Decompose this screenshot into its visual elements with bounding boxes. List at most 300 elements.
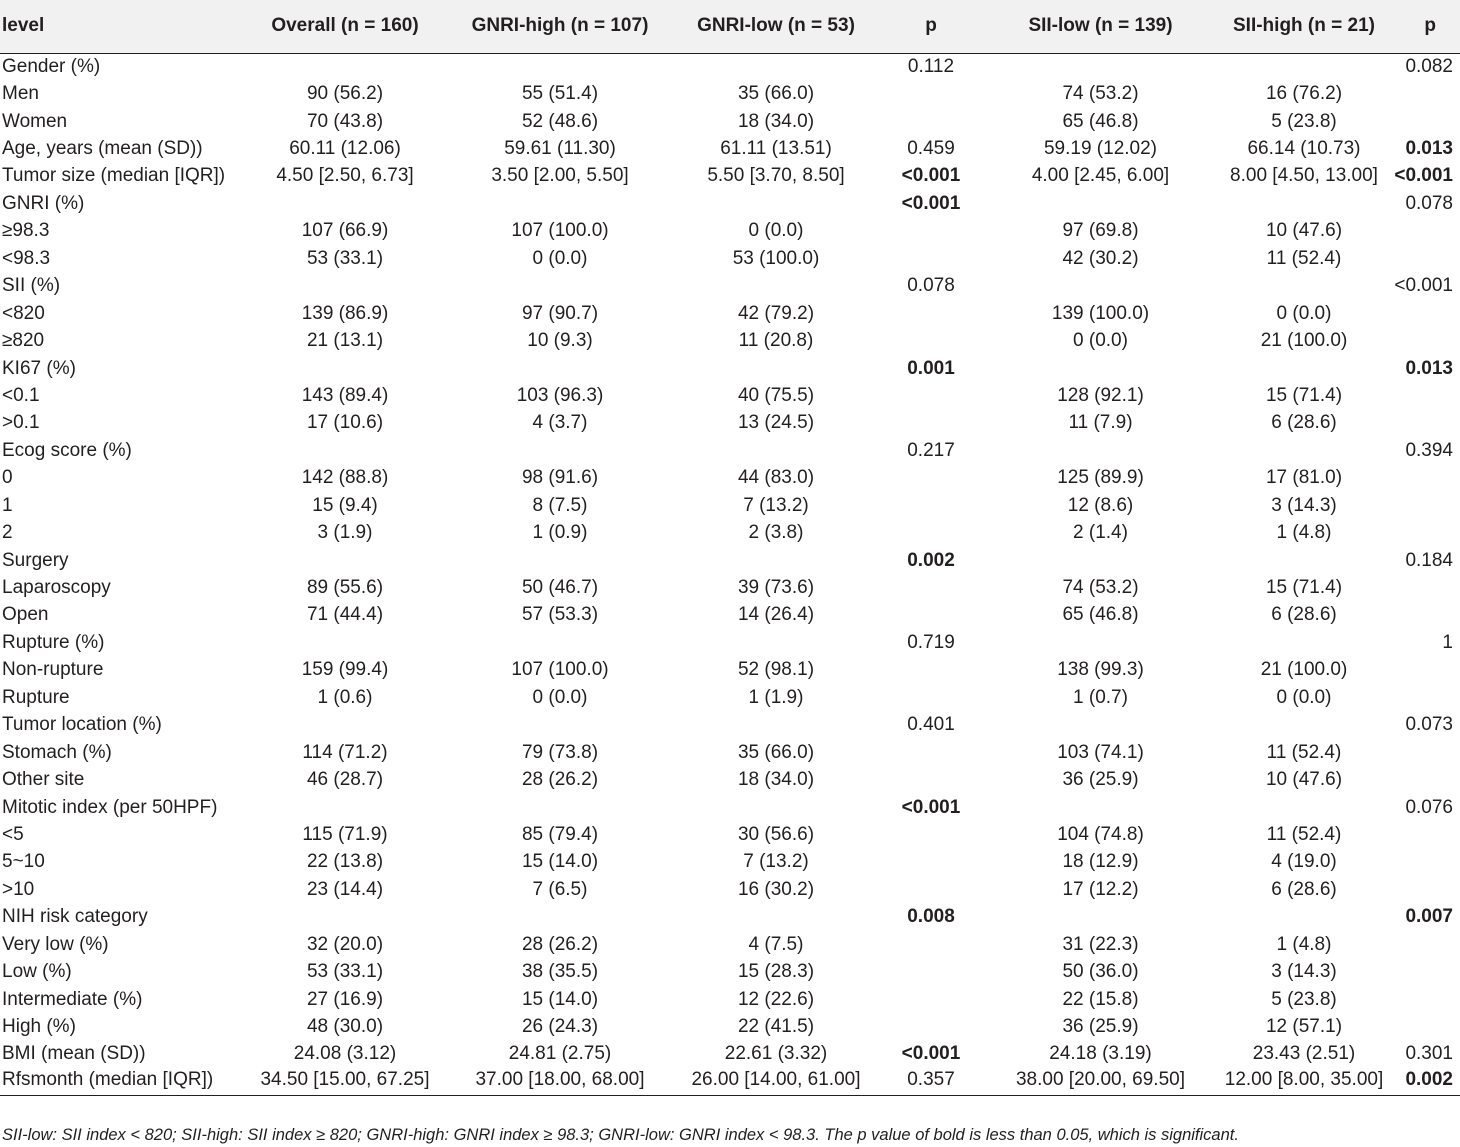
gnri-high-cell [445, 547, 675, 574]
table-row [0, 684, 1460, 711]
level-cell: <0.1 [2, 384, 40, 406]
gnri-low-cell: 15 (28.3) [737, 961, 815, 983]
sii-low-cell: 138 (99.3) [1057, 659, 1144, 681]
sii-high-cell: 21 (100.0) [1260, 659, 1348, 681]
p-sii-cell [1392, 766, 1460, 793]
gnri-low-cell: 30 (56.6) [737, 823, 815, 845]
gnri-high-cell [445, 904, 675, 931]
level-cell: Mitotic index (per 50HPF) [2, 796, 218, 818]
gnri-low-cell: 35 (66.0) [737, 741, 815, 763]
sii-low-cell: 103 (74.1) [1057, 741, 1144, 763]
table-row [0, 739, 1460, 766]
sii-high-cell [1216, 794, 1392, 821]
gnri-high-cell: 24.81 (2.75) [508, 1043, 612, 1065]
table-row [0, 766, 1460, 793]
p-sii-cell: 0.301 [1405, 1043, 1453, 1065]
p-gnri-cell: 0.719 [907, 631, 955, 653]
overall-cell: 22 (13.8) [306, 851, 384, 873]
p-sii-cell: <0.001 [1394, 275, 1453, 297]
sii-high-cell: 12 (57.1) [1265, 1016, 1343, 1038]
sii-high-cell: 0 (0.0) [1276, 302, 1332, 324]
p-sii-cell [1392, 108, 1460, 135]
sii-high-cell [1216, 355, 1392, 382]
overall-cell: 139 (86.9) [301, 302, 389, 324]
table-row [0, 437, 1460, 464]
p-sii-cell [1392, 602, 1460, 629]
overall-cell [245, 794, 445, 821]
gnri-high-cell: 38 (35.5) [521, 961, 599, 983]
header-overall: Overall (n = 160) [245, 0, 445, 53]
table-row [0, 1041, 1460, 1068]
sii-low-cell [985, 547, 1216, 574]
p-gnri-cell [877, 382, 985, 409]
gnri-high-cell: 7 (6.5) [532, 878, 588, 900]
gnri-low-cell [675, 355, 877, 382]
gnri-low-cell [675, 53, 877, 80]
gnri-low-cell: 22.61 (3.32) [724, 1043, 828, 1065]
p-gnri-cell [877, 492, 985, 519]
table-row [0, 547, 1460, 574]
table-row [0, 53, 1460, 80]
gnri-high-cell [445, 437, 675, 464]
level-cell: Open [2, 604, 49, 626]
overall-cell [245, 190, 445, 217]
gnri-low-cell: 26.00 [14.00, 61.00] [675, 1068, 877, 1095]
overall-cell: 142 (88.8) [301, 467, 389, 489]
sii-high-cell [1216, 629, 1392, 656]
gnri-low-cell: 11 (20.8) [738, 330, 814, 352]
sii-high-cell [1216, 273, 1392, 300]
p-sii-cell [1392, 410, 1460, 437]
sii-low-cell [985, 190, 1216, 217]
level-cell: Rupture (%) [2, 631, 105, 653]
level-cell: NIH risk category [2, 906, 148, 928]
sii-low-cell: 139 (100.0) [1051, 302, 1150, 324]
p-sii-cell [1392, 849, 1460, 876]
p-gnri-cell: 0.217 [907, 439, 955, 461]
p-sii-cell: 0.078 [1405, 192, 1453, 214]
gnri-high-cell: 0 (0.0) [532, 686, 588, 708]
sii-high-cell: 3 (14.3) [1271, 961, 1337, 983]
gnri-low-cell: 16 (30.2) [737, 878, 815, 900]
p-sii-cell [1392, 821, 1460, 848]
level-cell: Age, years (mean (SD)) [2, 138, 203, 160]
p-sii-cell: 0.073 [1405, 714, 1453, 736]
gnri-low-cell [675, 190, 877, 217]
gnri-high-cell: 1 (0.9) [532, 522, 588, 544]
gnri-low-cell: 1 (1.9) [748, 686, 804, 708]
gnri-high-cell: 107 (100.0) [511, 659, 609, 681]
overall-cell: 114 (71.2) [302, 741, 388, 763]
header-sii-high: SII-high (n = 21) [1216, 0, 1392, 53]
overall-cell: 15 (9.4) [312, 494, 378, 516]
p-sii-cell [1392, 739, 1460, 766]
gnri-high-cell [445, 190, 675, 217]
level-cell: GNRI (%) [2, 192, 85, 214]
table-row [0, 712, 1460, 739]
overall-cell [245, 53, 445, 80]
p-gnri-cell [877, 519, 985, 546]
p-gnri-cell [877, 876, 985, 903]
table-row [0, 519, 1460, 546]
gnri-low-cell [675, 904, 877, 931]
table-row [0, 958, 1460, 985]
overall-cell: 60.11 (12.06) [289, 138, 401, 160]
sii-low-cell: 74 (53.2) [1062, 577, 1139, 599]
p-sii-cell: 0.007 [1405, 906, 1453, 928]
p-sii-cell [1392, 519, 1460, 546]
p-gnri-cell [877, 766, 985, 793]
sii-high-cell: 5 (23.8) [1271, 988, 1337, 1010]
overall-cell: 3 (1.9) [317, 522, 373, 544]
table-row [0, 849, 1460, 876]
gnri-low-cell: 44 (83.0) [737, 467, 815, 489]
overall-cell: 107 (66.9) [301, 220, 389, 242]
p-gnri-cell: <0.001 [901, 796, 961, 818]
overall-cell: 53 (33.1) [306, 961, 384, 983]
p-gnri-cell [877, 1013, 985, 1040]
header-p-sii: p [1392, 0, 1460, 53]
sii-high-cell: 5 (23.8) [1271, 110, 1337, 132]
header-gnri-high: GNRI-high (n = 107) [445, 0, 675, 53]
sii-low-cell: 38.00 [20.00, 69.50] [985, 1068, 1216, 1095]
header-level: level [0, 0, 245, 53]
gnri-high-cell: 57 (53.3) [521, 604, 599, 626]
p-sii-cell [1392, 80, 1460, 107]
overall-cell: 48 (30.0) [306, 1016, 384, 1038]
level-cell: Very low (%) [2, 933, 109, 955]
sii-low-cell [985, 53, 1216, 80]
level-cell: ≥98.3 [2, 220, 50, 242]
header-sii-low: SII-low (n = 139) [985, 0, 1216, 53]
sii-low-cell [985, 437, 1216, 464]
overall-cell: 70 (43.8) [306, 110, 384, 132]
gnri-high-cell: 28 (26.2) [521, 769, 599, 791]
table-row [0, 135, 1460, 162]
sii-low-cell [985, 794, 1216, 821]
gnri-low-cell: 52 (98.1) [737, 659, 815, 681]
level-cell: <820 [2, 302, 45, 324]
p-sii-cell: 0.076 [1405, 796, 1453, 818]
table-row [0, 1068, 1460, 1095]
overall-cell: 46 (28.7) [306, 769, 384, 791]
table-row [0, 190, 1460, 217]
gnri-low-cell: 2 (3.8) [748, 522, 804, 544]
table-row [0, 245, 1460, 272]
sii-high-cell: 1 (4.8) [1276, 522, 1332, 544]
gnri-high-cell: 85 (79.4) [521, 823, 599, 845]
p-sii-cell: <0.001 [1394, 165, 1453, 187]
gnri-high-cell: 15 (14.0) [521, 851, 599, 873]
table-row [0, 108, 1460, 135]
gnri-high-cell: 37.00 [18.00, 68.00] [445, 1068, 675, 1095]
gnri-high-cell [445, 273, 675, 300]
p-gnri-cell [877, 327, 985, 354]
p-gnri-cell: 0.001 [907, 357, 955, 379]
level-cell: >10 [2, 878, 35, 900]
overall-cell [245, 355, 445, 382]
gnri-low-cell: 4 (7.5) [748, 933, 804, 955]
level-cell: Women [2, 110, 68, 132]
overall-cell [245, 712, 445, 739]
gnri-low-cell: 35 (66.0) [737, 83, 815, 105]
gnri-low-cell: 53 (100.0) [732, 247, 820, 269]
overall-cell: 27 (16.9) [306, 988, 384, 1010]
header-gnri-low: GNRI-low (n = 53) [675, 0, 877, 53]
p-gnri-cell: 0.401 [907, 714, 955, 736]
level-cell: High (%) [2, 1016, 76, 1038]
table-row [0, 410, 1460, 437]
gnri-high-cell: 10 (9.3) [527, 330, 593, 352]
sii-low-cell: 65 (46.8) [1062, 110, 1139, 132]
p-sii-cell: 0.184 [1405, 549, 1453, 571]
level-cell: Other site [2, 769, 85, 791]
table-row [0, 163, 1460, 190]
p-gnri-cell [877, 218, 985, 245]
table-row [0, 931, 1460, 958]
gnri-high-cell: 103 (96.3) [516, 384, 604, 406]
sii-low-cell: 0 (0.0) [1073, 330, 1128, 352]
p-gnri-cell: 0.078 [907, 275, 955, 297]
sii-high-cell: 11 (52.4) [1266, 823, 1342, 845]
p-gnri-cell [877, 821, 985, 848]
overall-cell [245, 904, 445, 931]
p-gnri-cell: 0.002 [907, 549, 955, 571]
table-row [0, 602, 1460, 629]
sii-high-cell: 15 (71.4) [1265, 577, 1343, 599]
sii-low-cell: 17 (12.2) [1062, 878, 1139, 900]
p-sii-cell [1392, 245, 1460, 272]
sii-high-cell: 66.14 (10.73) [1247, 138, 1361, 160]
overall-cell: 32 (20.0) [306, 933, 384, 955]
level-cell: BMI (mean (SD)) [2, 1043, 146, 1065]
p-sii-cell [1392, 327, 1460, 354]
header-p-gnri: p [877, 0, 985, 53]
sii-low-cell: 11 (7.9) [1068, 412, 1133, 434]
p-gnri-cell [877, 300, 985, 327]
overall-cell: 143 (89.4) [301, 384, 389, 406]
p-sii-cell [1392, 465, 1460, 492]
gnri-high-cell: 79 (73.8) [521, 741, 599, 763]
gnri-low-cell: 39 (73.6) [737, 577, 815, 599]
p-sii-cell [1392, 986, 1460, 1013]
sii-low-cell [985, 904, 1216, 931]
level-cell: Tumor location (%) [2, 714, 162, 736]
gnri-high-cell [445, 794, 675, 821]
p-sii-cell: 0.082 [1405, 55, 1453, 77]
sii-high-cell: 11 (52.4) [1266, 247, 1342, 269]
sii-low-cell: 128 (92.1) [1057, 384, 1144, 406]
level-cell: <5 [2, 823, 24, 845]
sii-low-cell: 97 (69.8) [1062, 220, 1139, 242]
sii-low-cell: 1 (0.7) [1073, 686, 1128, 708]
gnri-low-cell: 7 (13.2) [743, 851, 809, 873]
p-sii-cell [1392, 684, 1460, 711]
sii-low-cell: 42 (30.2) [1062, 247, 1139, 269]
gnri-low-cell: 12 (22.6) [737, 988, 815, 1010]
p-sii-cell: 0.002 [1392, 1068, 1460, 1095]
sii-high-cell [1216, 712, 1392, 739]
gnri-high-cell [445, 53, 675, 80]
p-sii-cell [1392, 931, 1460, 958]
gnri-high-cell: 59.61 (11.30) [504, 138, 616, 160]
gnri-low-cell [675, 629, 877, 656]
level-cell: Gender (%) [2, 55, 101, 77]
gnri-high-cell: 8 (7.5) [532, 494, 588, 516]
p-gnri-cell [877, 108, 985, 135]
p-gnri-cell: 0.357 [877, 1068, 985, 1095]
table-row [0, 218, 1460, 245]
p-gnri-cell [877, 958, 985, 985]
overall-cell: 21 (13.1) [306, 330, 384, 352]
sii-low-cell: 2 (1.4) [1073, 522, 1128, 544]
overall-cell [245, 273, 445, 300]
table-row [0, 355, 1460, 382]
gnri-low-cell: 13 (24.5) [737, 412, 815, 434]
table-row [0, 465, 1460, 492]
p-sii-cell [1392, 218, 1460, 245]
gnri-high-cell: 15 (14.0) [521, 988, 599, 1010]
table-footnote: SII-low: SII index < 820; SII-high: SII index ≥ 820; GNRI-high: GNRI index ≥ 98.3; GNRI-low: GNRI index < 98.3. The p value of bold is less than 0.05, which is significant. [2, 1126, 1239, 1144]
level-cell: Ecog score (%) [2, 439, 132, 461]
p-gnri-cell [877, 739, 985, 766]
gnri-high-cell [445, 355, 675, 382]
sii-high-cell: 12.00 [8.00, 35.00] [1216, 1068, 1392, 1095]
level-cell: Rupture [2, 686, 70, 708]
level-cell: SII (%) [2, 275, 61, 297]
table-row [0, 629, 1460, 656]
table-row [0, 1013, 1460, 1040]
p-gnri-cell: 0.008 [907, 906, 955, 928]
gnri-low-cell: 40 (75.5) [737, 384, 815, 406]
gnri-high-cell: 55 (51.4) [521, 83, 599, 105]
level-cell: Stomach (%) [2, 741, 112, 763]
gnri-high-cell: 28 (26.2) [521, 933, 599, 955]
table-row [0, 273, 1460, 300]
p-gnri-cell [877, 986, 985, 1013]
p-sii-cell [1392, 382, 1460, 409]
table-body [0, 53, 1460, 1096]
gnri-low-cell: 22 (41.5) [737, 1016, 815, 1038]
gnri-high-cell: 98 (91.6) [521, 467, 599, 489]
sii-high-cell: 8.00 [4.50, 13.00] [1230, 165, 1378, 187]
sii-low-cell: 59.19 (12.02) [1043, 138, 1158, 160]
sii-low-cell: 50 (36.0) [1062, 961, 1139, 983]
gnri-low-cell: 42 (79.2) [737, 302, 815, 324]
sii-low-cell: 4.00 [2.45, 6.00] [1031, 165, 1170, 187]
sii-high-cell: 1 (4.8) [1276, 933, 1332, 955]
p-sii-cell [1392, 300, 1460, 327]
sii-low-cell: 18 (12.9) [1062, 851, 1139, 873]
table-row [0, 382, 1460, 409]
level-cell: Non-rupture [2, 659, 104, 681]
table-row [0, 986, 1460, 1013]
header-row [0, 0, 1460, 53]
sii-high-cell [1216, 53, 1392, 80]
sii-high-cell: 16 (76.2) [1265, 83, 1343, 105]
sii-low-cell: 31 (22.3) [1062, 933, 1139, 955]
sii-low-cell: 65 (46.8) [1062, 604, 1139, 626]
sii-high-cell [1216, 190, 1392, 217]
level-cell: ≥820 [2, 330, 45, 352]
p-gnri-cell [877, 657, 985, 684]
p-sii-cell: 0.013 [1405, 357, 1453, 379]
p-sii-cell [1392, 492, 1460, 519]
gnri-high-cell [445, 629, 675, 656]
sii-high-cell: 6 (28.6) [1271, 878, 1337, 900]
level-cell: >0.1 [2, 412, 40, 434]
sii-high-cell: 17 (81.0) [1265, 467, 1343, 489]
gnri-low-cell: 0 (0.0) [748, 220, 804, 242]
gnri-low-cell [675, 273, 877, 300]
gnri-high-cell: 4 (3.7) [532, 412, 588, 434]
gnri-low-cell [675, 437, 877, 464]
level-cell: 1 [2, 494, 13, 516]
gnri-high-cell: 97 (90.7) [521, 302, 599, 324]
level-cell: 0 [2, 467, 13, 489]
p-gnri-cell: <0.001 [901, 192, 961, 214]
sii-high-cell: 6 (28.6) [1271, 412, 1337, 434]
table-row [0, 574, 1460, 601]
p-gnri-cell [877, 410, 985, 437]
gnri-low-cell: 14 (26.4) [737, 604, 815, 626]
gnri-low-cell: 61.11 (13.51) [720, 138, 832, 160]
p-gnri-cell: <0.001 [901, 165, 961, 187]
overall-cell: 23 (14.4) [306, 878, 384, 900]
level-cell: KI67 (%) [2, 357, 76, 379]
gnri-high-cell: 107 (100.0) [511, 220, 609, 242]
sii-high-cell: 6 (28.6) [1271, 604, 1337, 626]
table-row [0, 492, 1460, 519]
p-sii-cell [1392, 574, 1460, 601]
p-gnri-cell [877, 684, 985, 711]
table-row [0, 876, 1460, 903]
level-cell: Men [2, 83, 39, 105]
level-cell: Tumor size (median [IQR]) [2, 165, 226, 187]
overall-cell: 90 (56.2) [306, 83, 384, 105]
sii-high-cell: 15 (71.4) [1265, 384, 1343, 406]
p-sii-cell [1392, 876, 1460, 903]
sii-low-cell: 24.18 (3.19) [1049, 1043, 1152, 1065]
p-gnri-cell [877, 602, 985, 629]
overall-cell [245, 437, 445, 464]
level-cell: Laparoscopy [2, 577, 111, 599]
sii-high-cell: 11 (52.4) [1266, 741, 1342, 763]
table-row [0, 327, 1460, 354]
sii-low-cell [985, 712, 1216, 739]
overall-cell: 115 (71.9) [302, 823, 388, 845]
overall-cell: 53 (33.1) [306, 247, 384, 269]
p-gnri-cell: 0.112 [907, 55, 955, 77]
level-cell: Surgery [2, 549, 69, 571]
p-sii-cell [1392, 958, 1460, 985]
sii-low-cell: 12 (8.6) [1067, 494, 1134, 516]
table-row [0, 904, 1460, 931]
table-row [0, 80, 1460, 107]
sii-low-cell: 36 (25.9) [1062, 1016, 1139, 1038]
p-gnri-cell [877, 931, 985, 958]
gnri-low-cell [675, 547, 877, 574]
gnri-low-cell [675, 794, 877, 821]
p-gnri-cell [877, 574, 985, 601]
p-sii-cell: 1 [1442, 631, 1453, 653]
overall-cell: 24.08 (3.12) [293, 1043, 397, 1065]
p-gnri-cell [877, 465, 985, 492]
gnri-low-cell: 5.50 [3.70, 8.50] [707, 165, 845, 187]
gnri-low-cell: 7 (13.2) [743, 494, 809, 516]
p-gnri-cell: <0.001 [901, 1043, 961, 1065]
p-gnri-cell [877, 849, 985, 876]
